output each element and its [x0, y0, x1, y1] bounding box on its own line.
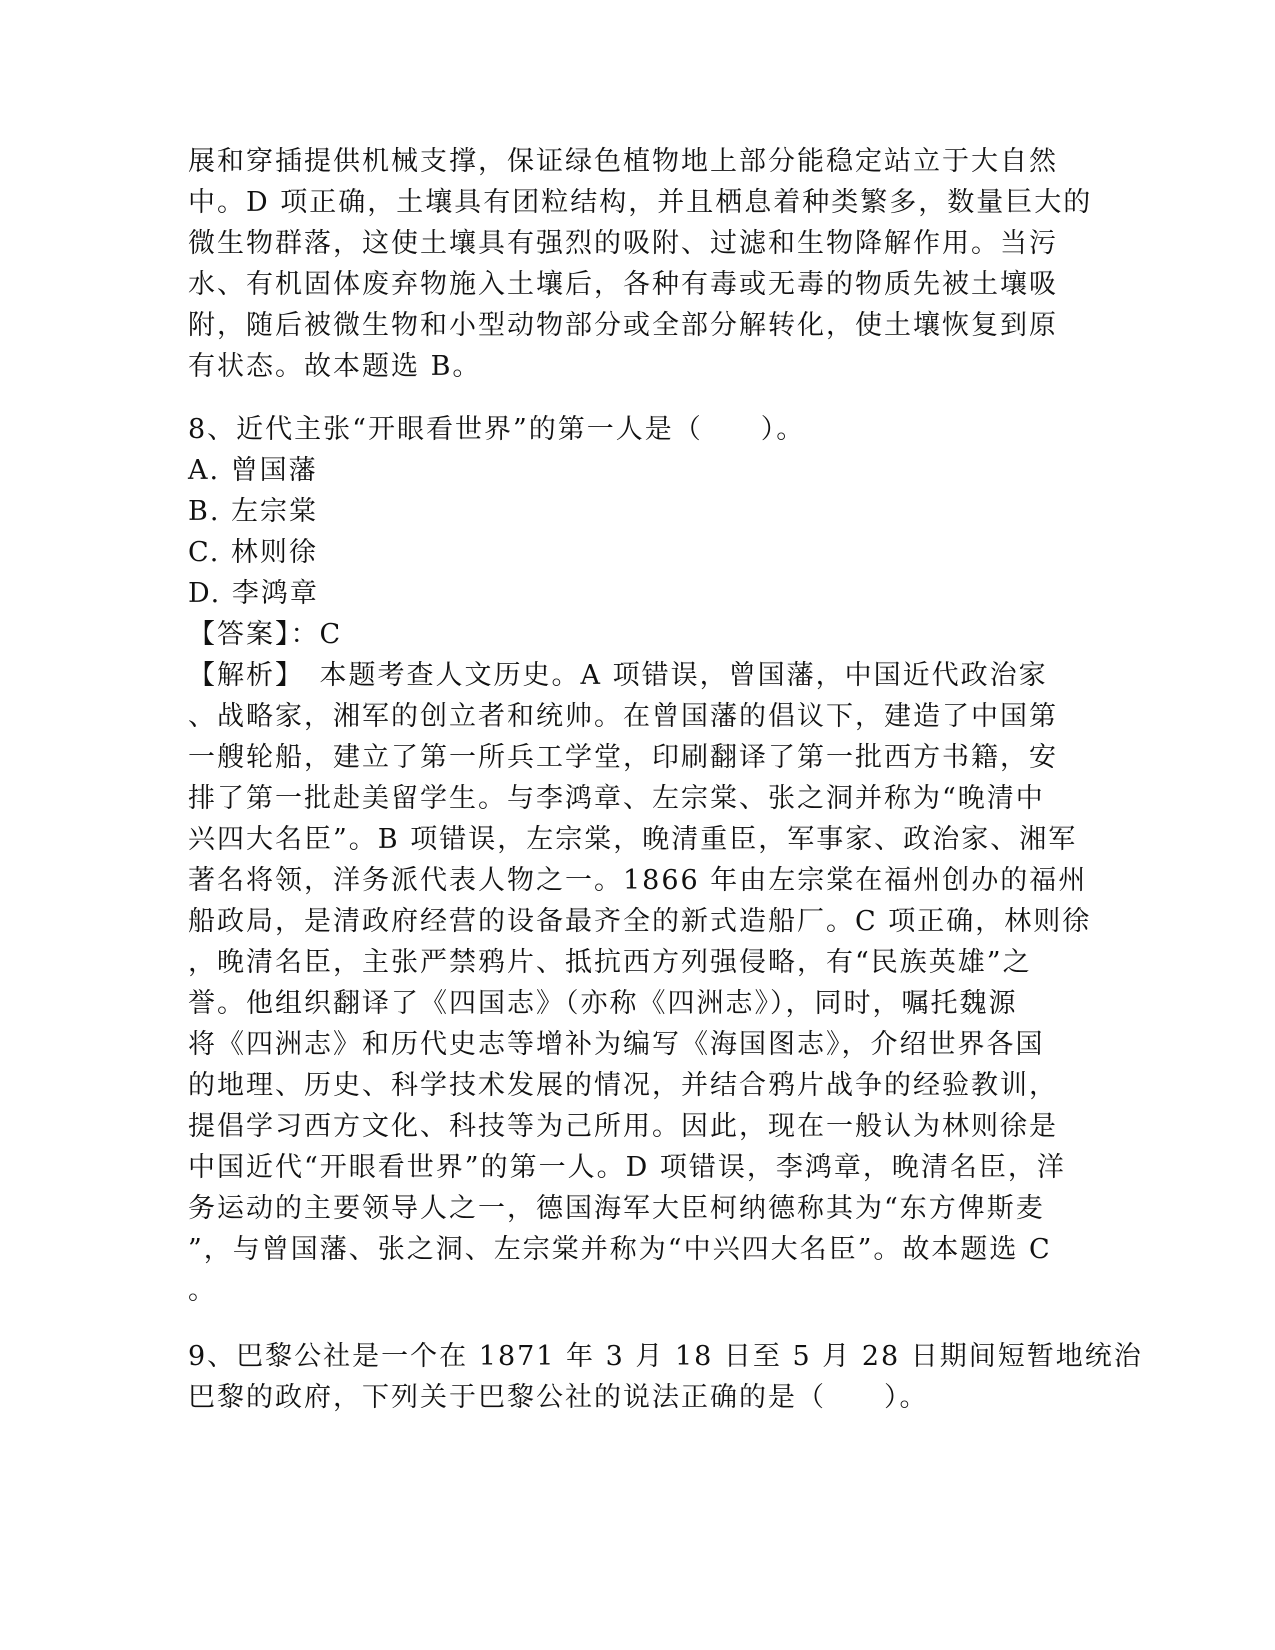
prev-explanation-line: 附，随后被微生物和小型动物部分或全部分解转化，使土壤恢复到原: [188, 310, 1058, 341]
prev-explanation-line: 微生物群落，这使土壤具有强烈的吸附、过滤和生物降解作用。当污: [188, 228, 1058, 259]
question-8-analysis-line: 的地理、历史、科学技术发展的情况，并结合鸦片战争的经验教训，: [188, 1070, 1058, 1101]
prev-explanation-line: 展和穿插提供机械支撑，保证绿色植物地上部分能稳定站立于大自然: [188, 146, 1058, 177]
question-8-analysis-line: 务运动的主要领导人之一，德国海军大臣柯纳德称其为“东方俾斯麦: [188, 1193, 1045, 1224]
question-8-analysis-line: 。: [188, 1275, 217, 1306]
question-8-stem: 8、近代主张“开眼看世界”的第一人是（ ）。: [188, 414, 806, 445]
question-8-analysis-line: ，晚清名臣，主张严禁鸦片、抵抗西方列强侵略，有“民族英雄”之: [188, 947, 1032, 978]
question-9-stem-line: 巴黎的政府，下列关于巴黎公社的说法正确的是（ ）。: [188, 1382, 929, 1413]
question-8-analysis-line: 将《四洲志》和历代史志等增补为编写《海国图志》，介绍世界各国: [188, 1029, 1045, 1060]
question-8-analysis-line: 【解析】 本题考查人文历史。A 项错误，曾国藩，中国近代政治家: [188, 660, 1048, 691]
question-8-analysis-line: 一艘轮船，建立了第一所兵工学堂，印刷翻译了第一批西方书籍，安: [188, 742, 1058, 773]
question-8-option-c: C. 林则徐: [188, 537, 318, 568]
question-8-analysis-line: 誉。他组织翻译了《四国志》（亦称《四洲志》），同时，嘱托魏源: [188, 988, 1018, 1019]
question-8-analysis-line: ”，与曾国藩、张之洞、左宗棠并称为“中兴四大名臣”。故本题选 C: [188, 1234, 1052, 1265]
question-8-analysis-line: 兴四大名臣”。B 项错误，左宗棠，晚清重臣，军事家、政治家、湘军: [188, 824, 1078, 855]
question-8-analysis-line: 提倡学习西方文化、科技等为己所用。因此，现在一般认为林则徐是: [188, 1111, 1058, 1142]
question-8-analysis-line: 船政局，是清政府经营的设备最齐全的新式造船厂。C 项正确，林则徐: [188, 906, 1092, 937]
question-8-option-b: B. 左宗棠: [188, 496, 319, 527]
question-8-answer: 【答案】：C: [188, 619, 343, 650]
question-8-analysis-line: 排了第一批赴美留学生。与李鸿章、左宗棠、张之洞并称为“晚清中: [188, 783, 1045, 814]
prev-explanation-line: 有状态。故本题选 B。: [188, 351, 482, 382]
question-9-stem-line: 9、巴黎公社是一个在 1871 年 3 月 18 日至 5 月 28 日期间短暂地统治: [188, 1341, 1143, 1372]
question-8-option-a: A. 曾国藩: [188, 455, 318, 486]
question-8-analysis-line: 、战略家，湘军的创立者和统帅。在曾国藩的倡议下，建造了中国第: [188, 701, 1058, 732]
prev-explanation-line: 水、有机固体废弃物施入土壤后，各种有毒或无毒的物质先被土壤吸: [188, 269, 1058, 300]
question-8-analysis-line: 著名将领，洋务派代表人物之一。1866 年由左宗棠在福州创办的福州: [188, 865, 1088, 896]
prev-explanation-line: 中。D 项正确，土壤具有团粒结构，并且栖息着种类繁多，数量巨大的: [188, 187, 1093, 218]
question-8-analysis-line: 中国近代“开眼看世界”的第一人。D 项错误，李鸿章，晚清名臣，洋: [188, 1152, 1066, 1183]
question-8-option-d: D. 李鸿章: [188, 578, 319, 609]
